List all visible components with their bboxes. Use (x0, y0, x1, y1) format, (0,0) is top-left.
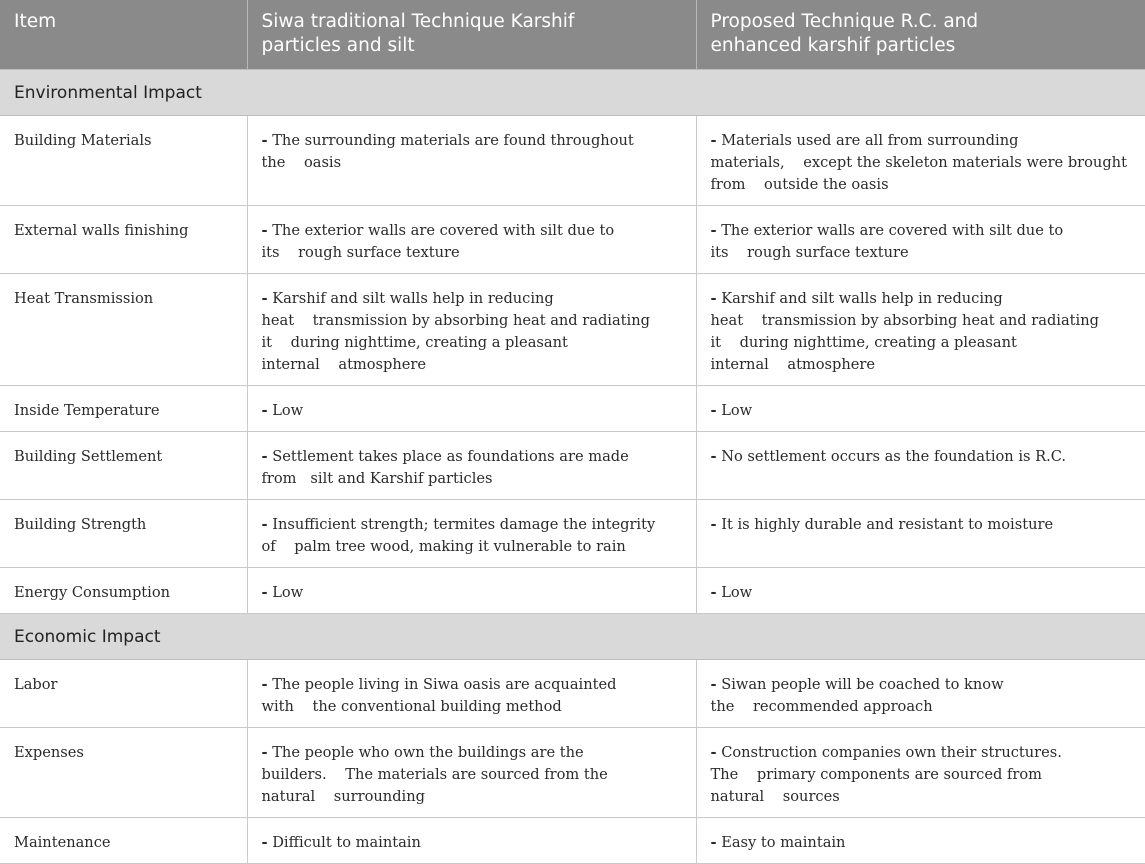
traditional-text-line (262, 536, 682, 558)
item-label: Building Materials (14, 132, 152, 149)
item-label: Expenses (14, 744, 84, 761)
section-title: Environmental Impact (0, 70, 1145, 116)
proposed-text-line (711, 174, 1132, 196)
traditional-text: heat transmission by absorbing heat and radiating (261, 312, 650, 329)
traditional-text: Low (272, 402, 304, 419)
item-cell (0, 206, 247, 274)
bullet-dash: - (261, 402, 268, 419)
proposed-text-line (711, 696, 1132, 718)
traditional-text-line (262, 400, 682, 422)
proposed-cell (696, 728, 1145, 818)
header-row (0, 0, 1145, 70)
proposed-text-line (711, 354, 1132, 376)
traditional-text: of palm tree wood, making it vulnerable to rain (261, 538, 626, 555)
traditional-cell (247, 818, 696, 864)
proposed-cell (696, 206, 1145, 274)
traditional-cell (247, 728, 696, 818)
item-label: External walls finishing (14, 222, 189, 239)
bullet-dash: - (261, 834, 268, 851)
table-row (0, 500, 1145, 568)
item-label: Heat Transmission (14, 290, 154, 307)
bullet-dash: - (710, 132, 717, 149)
proposed-cell (696, 432, 1145, 500)
traditional-text: builders. The materials are sourced from the (261, 766, 608, 783)
traditional-cell (247, 432, 696, 500)
table-row (0, 274, 1145, 386)
traditional-text: from silt and Karshif particles (261, 470, 493, 487)
bullet-dash: - (261, 676, 268, 693)
traditional-text-line (262, 242, 682, 264)
traditional-text: Settlement takes place as foundations are made (272, 448, 629, 465)
bullet-dash: - (261, 744, 268, 761)
traditional-text: natural surrounding (261, 788, 425, 805)
traditional-text-line (262, 674, 682, 696)
traditional-cell (247, 568, 696, 614)
bullet-dash: - (261, 132, 268, 149)
proposed-text: Siwan people will be coached to know (721, 676, 1004, 693)
bullet-dash: - (261, 290, 268, 307)
proposed-text-line (711, 764, 1132, 786)
bullet-dash: - (710, 676, 717, 693)
traditional-text-line (262, 696, 682, 718)
proposed-cell (696, 116, 1145, 206)
item-cell (0, 728, 247, 818)
table-row (0, 206, 1145, 274)
table-row (0, 432, 1145, 500)
proposed-text-line (711, 152, 1132, 174)
proposed-text: the recommended approach (710, 698, 933, 715)
proposed-cell (696, 660, 1145, 728)
traditional-cell (247, 386, 696, 432)
section-row (0, 614, 1145, 660)
proposed-text: Low (721, 584, 753, 601)
traditional-text: internal atmosphere (261, 356, 427, 373)
traditional-text-line (262, 582, 682, 604)
traditional-cell (247, 274, 696, 386)
proposed-text: internal atmosphere (710, 356, 876, 373)
table-row (0, 660, 1145, 728)
traditional-text-line (262, 832, 682, 854)
item-cell (0, 116, 247, 206)
bullet-dash: - (261, 516, 268, 533)
traditional-text-line (262, 446, 682, 468)
proposed-text-line (711, 332, 1132, 354)
proposed-text: The exterior walls are covered with silt due to (721, 222, 1064, 239)
section-row (0, 70, 1145, 116)
traditional-text-line (262, 468, 682, 490)
item-label: Maintenance (14, 834, 111, 851)
item-cell (0, 818, 247, 864)
item-cell (0, 386, 247, 432)
proposed-text-line (711, 674, 1132, 696)
proposed-text-line (711, 446, 1132, 468)
traditional-text: The people living in Siwa oasis are acquainted (272, 676, 617, 693)
traditional-text-line (262, 332, 682, 354)
traditional-text-line (262, 152, 682, 174)
bullet-dash: - (710, 402, 717, 419)
item-label: Building Strength (14, 516, 147, 533)
table-row (0, 728, 1145, 818)
traditional-text-line (262, 354, 682, 376)
proposed-text: materials, except the skeleton materials were brought (710, 154, 1127, 171)
proposed-cell (696, 386, 1145, 432)
proposed-text-line (711, 288, 1132, 310)
header-item: Item (0, 0, 247, 70)
bullet-dash: - (710, 834, 717, 851)
traditional-cell (247, 206, 696, 274)
proposed-text: No settlement occurs as the foundation is R.C. (721, 448, 1067, 465)
proposed-text: from outside the oasis (710, 176, 889, 193)
section-title: Economic Impact (0, 614, 1145, 660)
proposed-text-line (711, 742, 1132, 764)
proposed-text: Construction companies own their structures. (721, 744, 1062, 761)
traditional-text: The exterior walls are covered with silt due to (272, 222, 615, 239)
bullet-dash: - (710, 290, 717, 307)
proposed-text: Easy to maintain (721, 834, 846, 851)
proposed-text-line (711, 242, 1132, 264)
proposed-text-line (711, 582, 1132, 604)
traditional-text-line (262, 786, 682, 808)
traditional-text-line (262, 310, 682, 332)
proposed-text-line (711, 220, 1132, 242)
traditional-text: with the conventional building method (261, 698, 562, 715)
bullet-dash: - (261, 448, 268, 465)
proposed-text-line (711, 786, 1132, 808)
bullet-dash: - (710, 516, 717, 533)
traditional-cell (247, 500, 696, 568)
proposed-text: Materials used are all from surrounding (721, 132, 1019, 149)
header-proposed-technique: Proposed Technique R.C. and enhanced karshif particles (696, 0, 1145, 70)
proposed-text: Low (721, 402, 753, 419)
item-label: Building Settlement (14, 448, 163, 465)
traditional-text-line (262, 764, 682, 786)
traditional-text-line (262, 288, 682, 310)
traditional-text: The surrounding materials are found throughout (272, 132, 634, 149)
table-row (0, 568, 1145, 614)
item-cell (0, 432, 247, 500)
bullet-dash: - (710, 744, 717, 761)
traditional-text: the oasis (261, 154, 342, 171)
traditional-text: Difficult to maintain (272, 834, 421, 851)
item-cell (0, 500, 247, 568)
bullet-dash: - (710, 584, 717, 601)
traditional-text: Insufficient strength; termites damage the integrity (272, 516, 656, 533)
proposed-text: it during nighttime, creating a pleasant (710, 334, 1017, 351)
traditional-text: Karshif and silt walls help in reducing (272, 290, 554, 307)
table-row (0, 116, 1145, 206)
item-label: Inside Temperature (14, 402, 160, 419)
traditional-text-line (262, 130, 682, 152)
bullet-dash: - (710, 222, 717, 239)
proposed-text-line (711, 130, 1132, 152)
traditional-text: The people who own the buildings are the (272, 744, 584, 761)
traditional-text: its rough surface texture (261, 244, 460, 261)
proposed-text: natural sources (710, 788, 840, 805)
proposed-cell (696, 500, 1145, 568)
bullet-dash: - (710, 448, 717, 465)
proposed-text: It is highly durable and resistant to moisture (721, 516, 1054, 533)
traditional-cell (247, 660, 696, 728)
bullet-dash: - (261, 584, 268, 601)
proposed-text: The primary components are sourced from (710, 766, 1042, 783)
table-row (0, 818, 1145, 864)
proposed-cell (696, 568, 1145, 614)
table-row (0, 386, 1145, 432)
traditional-text-line (262, 514, 682, 536)
item-label: Energy Consumption (14, 584, 171, 601)
item-cell (0, 274, 247, 386)
proposed-text-line (711, 310, 1132, 332)
header-traditional-technique: Siwa traditional Technique Karshif particles and silt (247, 0, 696, 70)
proposed-text: its rough surface texture (710, 244, 909, 261)
item-cell (0, 660, 247, 728)
proposed-text: Karshif and silt walls help in reducing (721, 290, 1003, 307)
proposed-text-line (711, 832, 1132, 854)
traditional-text: it during nighttime, creating a pleasant (261, 334, 568, 351)
proposed-text: heat transmission by absorbing heat and radiating (710, 312, 1099, 329)
bullet-dash: - (261, 222, 268, 239)
traditional-text: Low (272, 584, 304, 601)
item-label: Labor (14, 676, 58, 693)
traditional-cell (247, 116, 696, 206)
traditional-text-line (262, 742, 682, 764)
proposed-cell (696, 818, 1145, 864)
proposed-text-line (711, 400, 1132, 422)
item-cell (0, 568, 247, 614)
proposed-cell (696, 274, 1145, 386)
traditional-text-line (262, 220, 682, 242)
proposed-text-line (711, 514, 1132, 536)
